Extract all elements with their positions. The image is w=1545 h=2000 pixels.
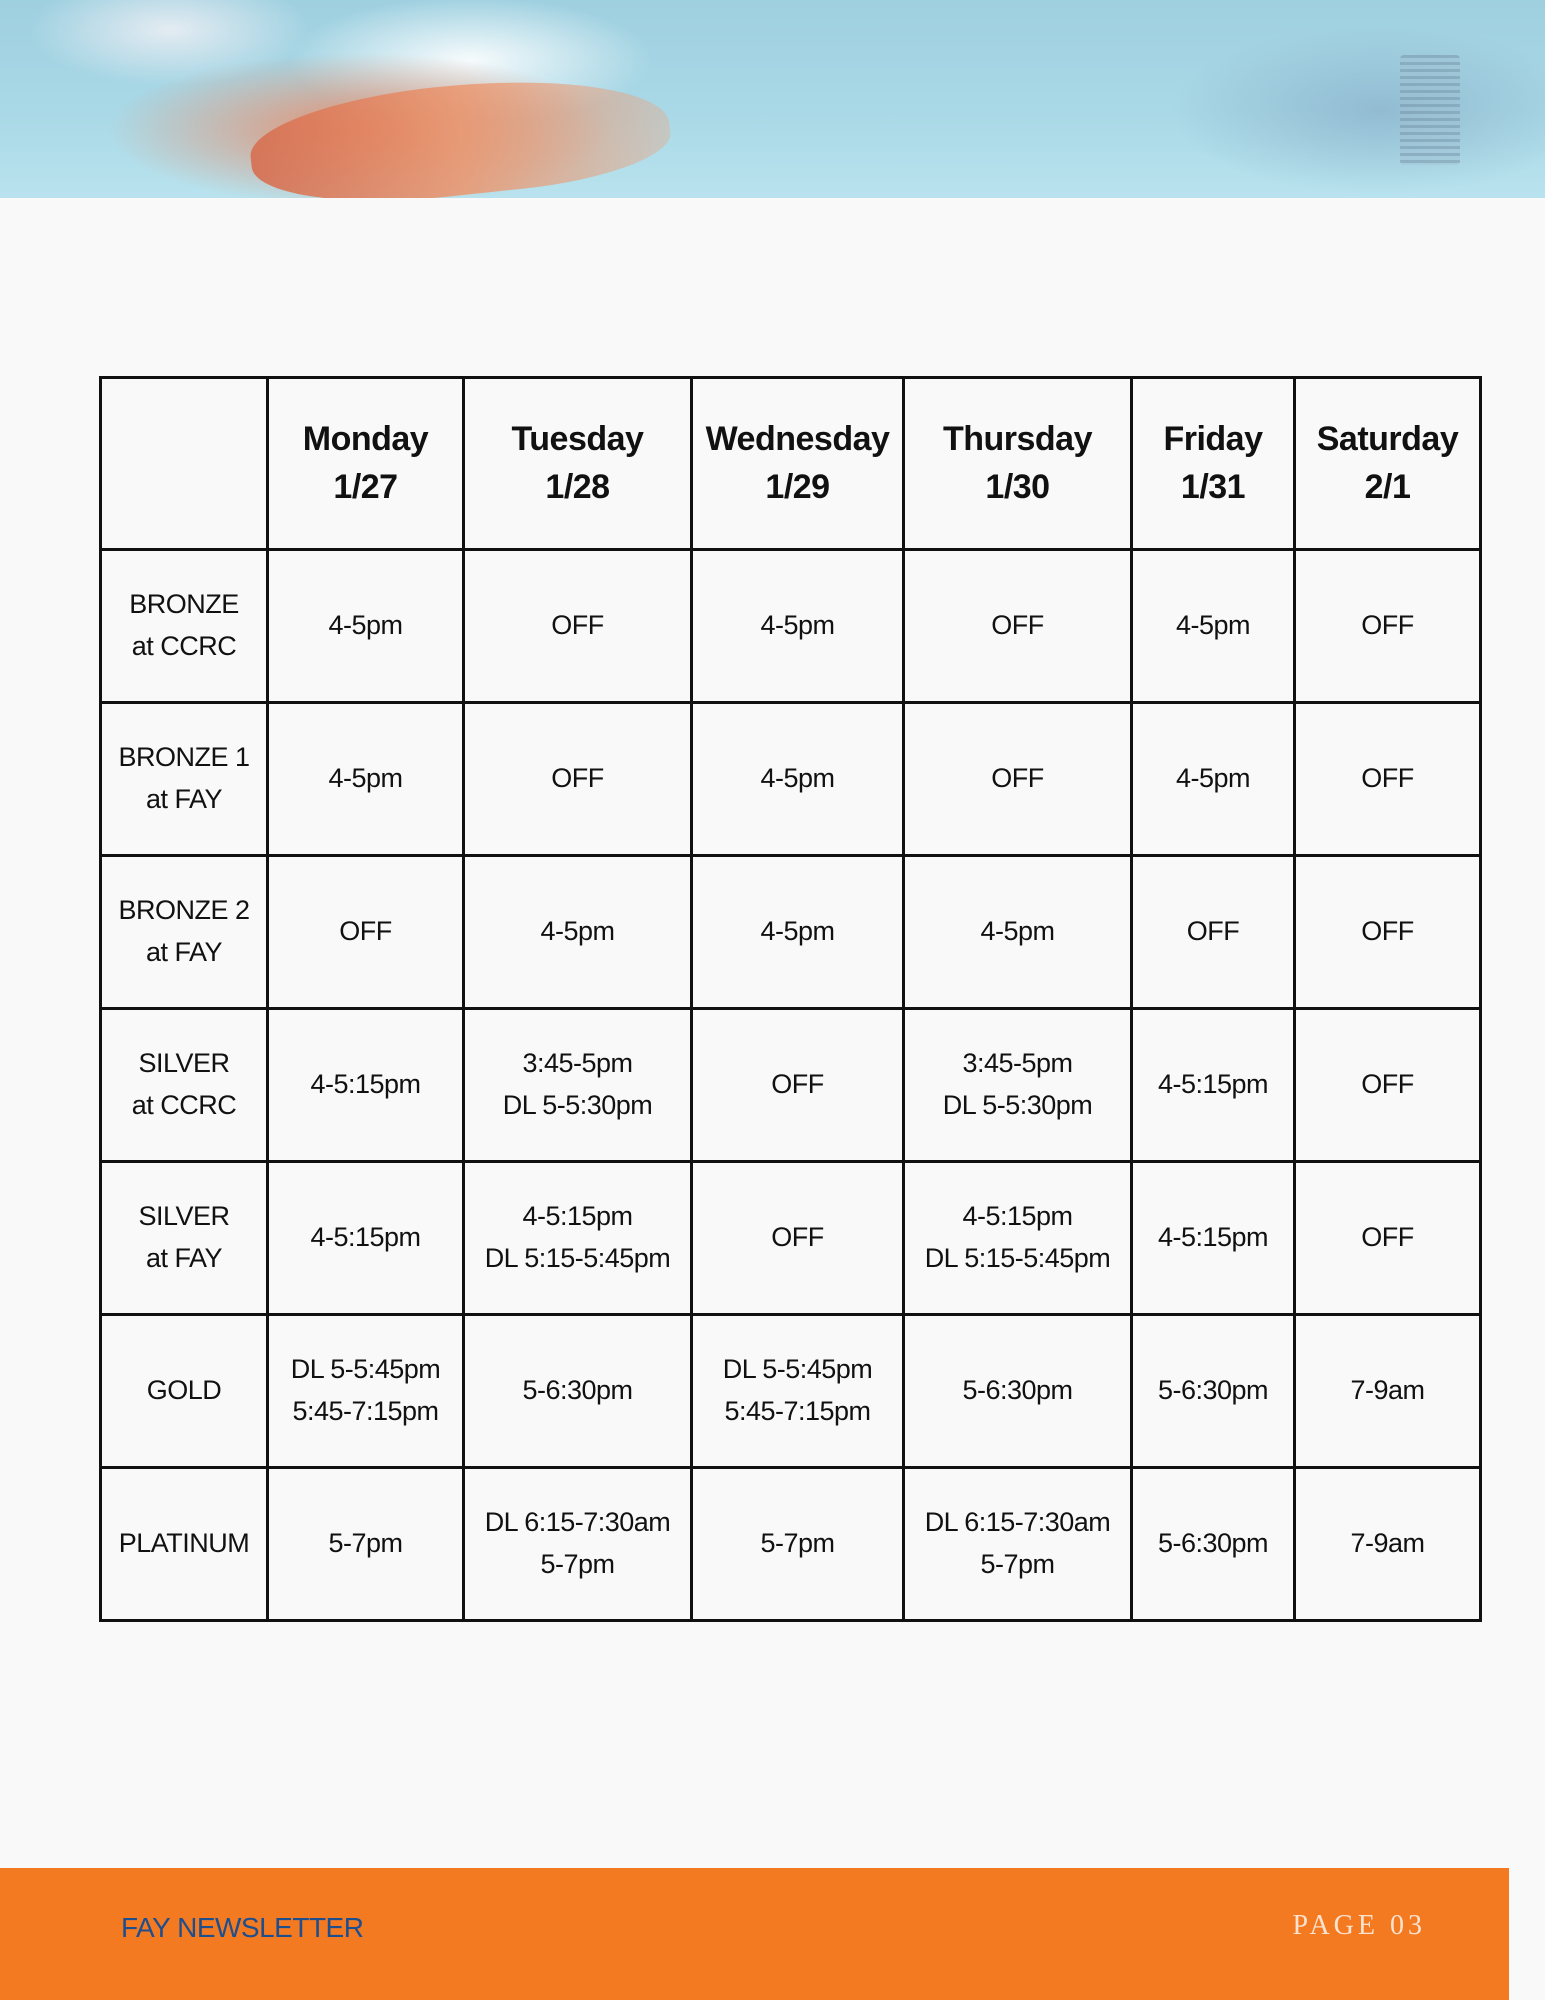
time-line: OFF (1361, 1222, 1414, 1253)
schedule-row (101, 856, 1481, 1009)
time-line: OFF (551, 610, 604, 641)
time-cell (692, 856, 904, 1009)
group-label-cell (101, 1315, 268, 1468)
time-cell (268, 856, 464, 1009)
time-cell (692, 703, 904, 856)
time-cell (692, 1468, 904, 1621)
time-cell (904, 550, 1132, 703)
time-cell (1295, 703, 1481, 856)
schedule-row (101, 1162, 1481, 1315)
time-cell (904, 703, 1132, 856)
time-line: OFF (991, 610, 1044, 641)
time-cell (268, 1162, 464, 1315)
group-label-line: BRONZE 2 (118, 895, 250, 926)
group-label-line: at FAY (145, 784, 223, 814)
time-line: 4-5pm (328, 610, 403, 641)
day-name: Thursday (942, 419, 1093, 458)
time-cell (1295, 1162, 1481, 1315)
time-line: DL 5-5:30pm (502, 1090, 653, 1120)
day-date: 1/28 (545, 467, 610, 506)
header-day-cell (1295, 378, 1481, 550)
header-day-cell (1132, 378, 1295, 550)
time-line: 4-5pm (328, 763, 403, 794)
time-line: 3:45-5pm (962, 1048, 1073, 1079)
group-label-cell (101, 1468, 268, 1621)
time-line: 5-6:30pm (962, 1375, 1073, 1406)
time-line: DL 5:15-5:45pm (924, 1243, 1111, 1273)
time-line: DL 6:15-7:30am (924, 1507, 1111, 1538)
time-cell (464, 856, 692, 1009)
time-cell (464, 1009, 692, 1162)
time-line: 4-5:15pm (1157, 1222, 1269, 1253)
day-date: 1/27 (333, 467, 398, 506)
time-cell (1295, 856, 1481, 1009)
time-cell (1132, 703, 1295, 856)
time-cell (268, 1468, 464, 1621)
time-line: 5-7pm (760, 1528, 835, 1559)
pool-wall-image (1400, 55, 1460, 165)
time-line: 4-5pm (540, 916, 615, 947)
page-number: PAGE 03 (1292, 1910, 1426, 1941)
time-line: 5-6:30pm (1157, 1375, 1269, 1406)
time-line: DL 5-5:45pm (722, 1354, 873, 1385)
group-label-line: at FAY (145, 1243, 223, 1273)
time-cell (1132, 1162, 1295, 1315)
time-line: 5:45-7:15pm (292, 1396, 439, 1426)
time-line: OFF (1361, 916, 1414, 947)
time-cell (1132, 856, 1295, 1009)
time-cell (904, 1315, 1132, 1468)
schedule-row (101, 1468, 1481, 1621)
time-line: 5-7pm (980, 1549, 1055, 1579)
time-line: 4-5pm (760, 916, 835, 947)
time-line: 5:45-7:15pm (724, 1396, 871, 1426)
time-line: 4-5pm (1175, 610, 1251, 641)
time-cell (1295, 1315, 1481, 1468)
group-label-line: SILVER (138, 1201, 230, 1232)
swimmer-image (245, 63, 674, 198)
time-line: OFF (1186, 916, 1240, 947)
time-cell (904, 1009, 1132, 1162)
day-name: Saturday (1316, 419, 1459, 458)
time-line: 5-7pm (540, 1549, 615, 1579)
time-line: DL 6:15-7:30am (484, 1507, 671, 1538)
time-line: 4-5pm (760, 610, 835, 641)
schedule-row (101, 1009, 1481, 1162)
time-line: 5-7pm (328, 1528, 403, 1559)
time-line: 4-5pm (1175, 763, 1251, 794)
time-line: 4-5:15pm (522, 1201, 633, 1232)
group-label-line: at FAY (145, 937, 223, 967)
time-line: OFF (339, 916, 392, 947)
time-cell (1295, 1009, 1481, 1162)
group-label-line: BRONZE (129, 589, 239, 620)
time-cell (1132, 1468, 1295, 1621)
time-line: DL 5-5:30pm (942, 1090, 1093, 1120)
day-date: 1/30 (985, 467, 1050, 506)
day-name: Monday (302, 419, 429, 458)
schedule-row (101, 1315, 1481, 1468)
time-line: 7-9am (1350, 1375, 1425, 1406)
day-date: 2/1 (1364, 467, 1411, 506)
header-corner-cell (101, 378, 268, 550)
time-cell (1295, 1468, 1481, 1621)
group-label-cell (101, 550, 268, 703)
time-cell (692, 550, 904, 703)
day-name: Wednesday (705, 419, 890, 458)
day-name: Friday (1163, 419, 1263, 458)
time-line: DL 5-5:45pm (290, 1354, 441, 1385)
time-cell (464, 1468, 692, 1621)
time-line: 3:45-5pm (522, 1048, 633, 1079)
time-cell (268, 703, 464, 856)
time-line: OFF (771, 1222, 824, 1253)
time-cell (1132, 1315, 1295, 1468)
time-cell (692, 1162, 904, 1315)
header-day-cell (904, 378, 1132, 550)
time-cell (464, 1162, 692, 1315)
group-label-cell (101, 1009, 268, 1162)
group-label-line: at CCRC (131, 1090, 237, 1120)
time-cell (904, 856, 1132, 1009)
time-cell (268, 1315, 464, 1468)
day-date: 1/29 (765, 467, 830, 506)
time-line: OFF (1361, 1069, 1414, 1100)
group-label-line: BRONZE 1 (118, 742, 250, 773)
schedule-row (101, 550, 1481, 703)
time-line: OFF (771, 1069, 824, 1100)
header-day-cell (268, 378, 464, 550)
group-label-cell (101, 1162, 268, 1315)
day-name: Tuesday (511, 419, 644, 458)
time-line: 4-5pm (980, 916, 1055, 947)
time-cell (1295, 550, 1481, 703)
header-day-cell (692, 378, 904, 550)
group-label-line: GOLD (146, 1375, 222, 1406)
time-cell (268, 550, 464, 703)
practice-schedule-table (99, 376, 1482, 1622)
time-line: OFF (1361, 610, 1414, 641)
schedule-row (101, 703, 1481, 856)
time-line: 4-5pm (760, 763, 835, 794)
schedule-header-row (101, 378, 1481, 550)
time-line: OFF (991, 763, 1044, 794)
time-line: 4-5:15pm (962, 1201, 1073, 1232)
time-cell (268, 1009, 464, 1162)
group-label-line: SILVER (138, 1048, 230, 1079)
time-cell (464, 703, 692, 856)
time-cell (904, 1468, 1132, 1621)
time-line: 4-5:15pm (310, 1222, 421, 1253)
time-line: OFF (551, 763, 604, 794)
group-label-line: PLATINUM (118, 1528, 250, 1559)
time-line: 7-9am (1350, 1528, 1425, 1559)
time-line: OFF (1361, 763, 1414, 794)
group-label-cell (101, 856, 268, 1009)
time-cell (904, 1162, 1132, 1315)
day-date: 1/31 (1180, 467, 1246, 506)
time-line: 5-6:30pm (1157, 1528, 1269, 1559)
group-label-cell (101, 703, 268, 856)
time-line: DL 5:15-5:45pm (484, 1243, 671, 1273)
time-cell (692, 1315, 904, 1468)
group-label-line: at CCRC (131, 631, 237, 661)
time-line: 4-5:15pm (1157, 1069, 1269, 1100)
time-cell (1132, 550, 1295, 703)
time-cell (464, 1315, 692, 1468)
newsletter-title: FAY NEWSLETTER (121, 1912, 364, 1943)
footer-bar (0, 1868, 1509, 2000)
header-banner-photo (0, 0, 1545, 198)
time-line: 5-6:30pm (522, 1375, 633, 1406)
time-cell (464, 550, 692, 703)
schedule-body (101, 550, 1481, 1621)
header-day-cell (464, 378, 692, 550)
time-line: 4-5:15pm (310, 1069, 421, 1100)
time-cell (692, 1009, 904, 1162)
time-cell (1132, 1009, 1295, 1162)
